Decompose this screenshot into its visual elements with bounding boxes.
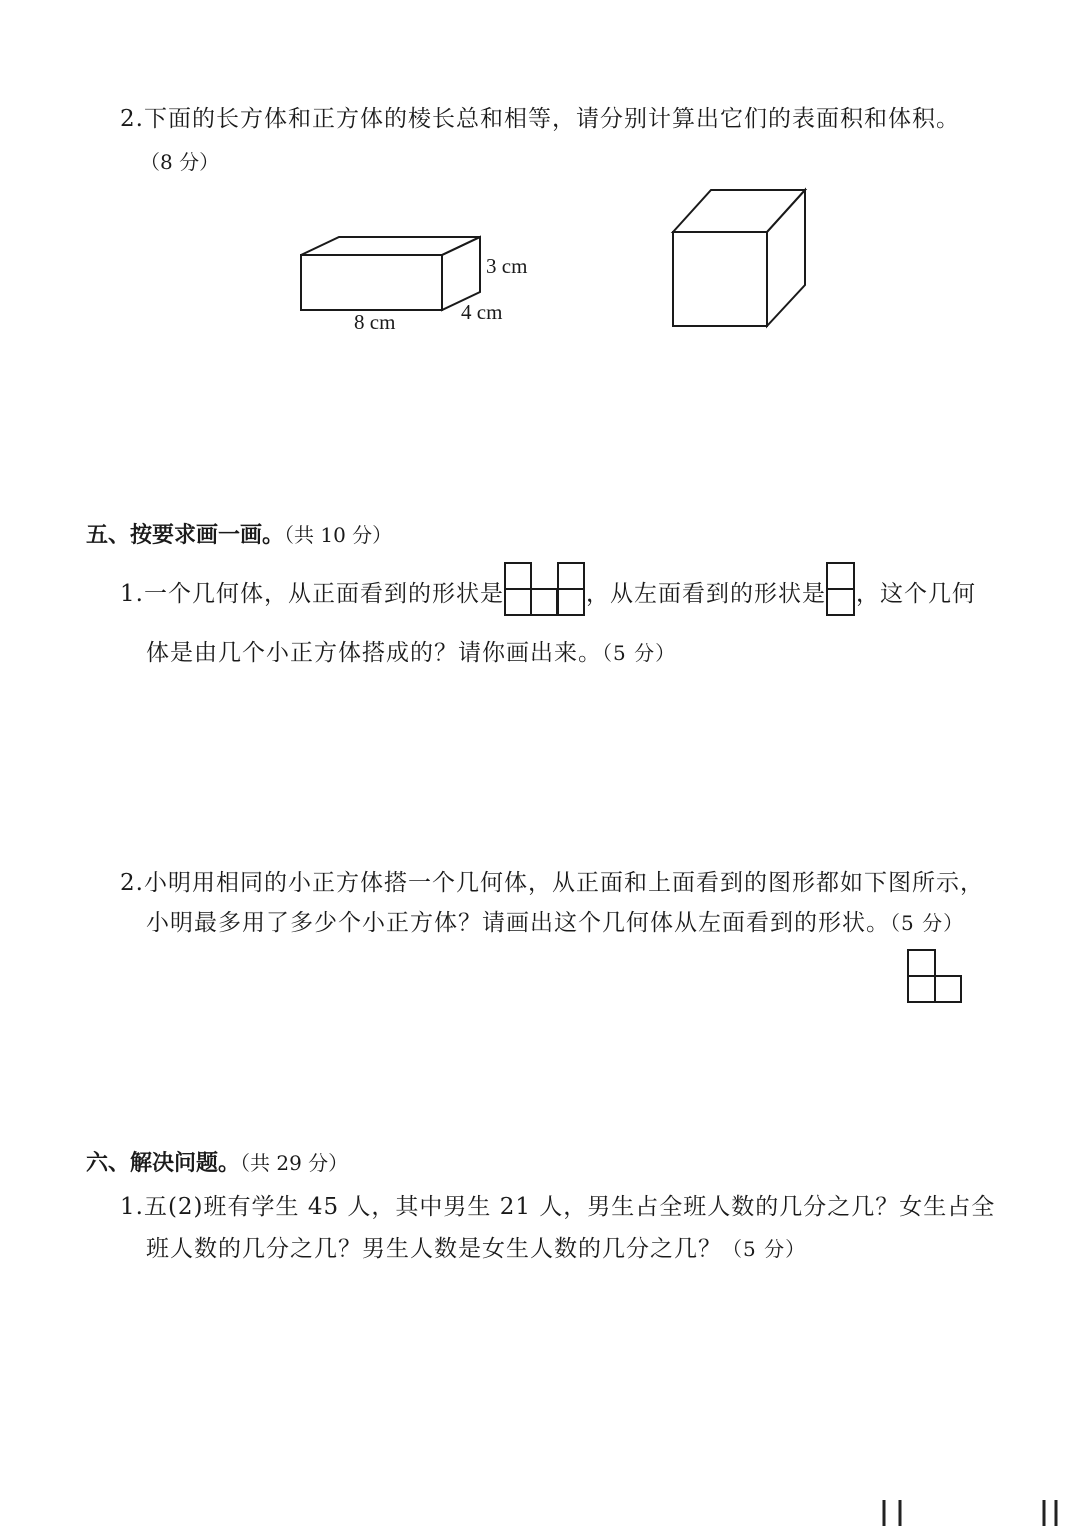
p5-q1-text-c: ，这个几何 bbox=[855, 581, 976, 607]
cuboid-length-label: 8 cm bbox=[354, 310, 396, 334]
part5-heading-text: 五、按要求画一画。 bbox=[86, 523, 285, 548]
p5-q1-line2-text: 体是由几个小正方体搭成的？请你画出来。 bbox=[146, 640, 602, 666]
p5-q2-line2-text: 小明最多用了多少个小正方体？请画出这个几何体从左面看到的形状。 bbox=[146, 910, 890, 936]
part6-heading-text: 六、解决问题。 bbox=[86, 1151, 241, 1176]
cuboid-width-label: 4 cm bbox=[461, 300, 503, 324]
p5-q1-score: （5 分） bbox=[602, 641, 677, 665]
p5-q1-text-b: ，从左面看到的形状是 bbox=[585, 581, 826, 607]
part6-heading-score: （共 29 分） bbox=[240, 1151, 349, 1175]
p6-q1-line1-text: 五(2)班有学生 45 人，其中男生 21 人，男生占全班人数的几分之几？女生占全 bbox=[143, 1194, 996, 1220]
p5-q2-number: 2. bbox=[120, 870, 144, 896]
p6-q1-number: 1. bbox=[120, 1194, 144, 1220]
p4-q2-score: （8 分） bbox=[140, 150, 220, 174]
cuboid-height-label: 3 cm bbox=[486, 254, 528, 278]
p5-q2-line1-text: 小明用相同的小正方体搭一个几何体，从正面和上面看到的图形都如下图所示， bbox=[143, 870, 984, 896]
p4-q2-text: 下面的长方体和正方体的棱长总和相等，请分别计算出它们的表面积和体积。 bbox=[143, 106, 960, 132]
part5-heading-score: （共 10 分） bbox=[284, 523, 393, 547]
p5-q1-number: 1. bbox=[120, 581, 144, 607]
p5-q2-score: （5 分） bbox=[890, 911, 965, 935]
p6-q1-score: （5 分） bbox=[722, 1237, 807, 1261]
p6-q1-line2-text: 班人数的几分之几？男生人数是女生人数的几分之几？ bbox=[146, 1236, 722, 1262]
p4-q2-number: 2. bbox=[120, 106, 144, 132]
p5-q1-text-a: 一个几何体，从正面看到的形状是 bbox=[143, 581, 504, 607]
